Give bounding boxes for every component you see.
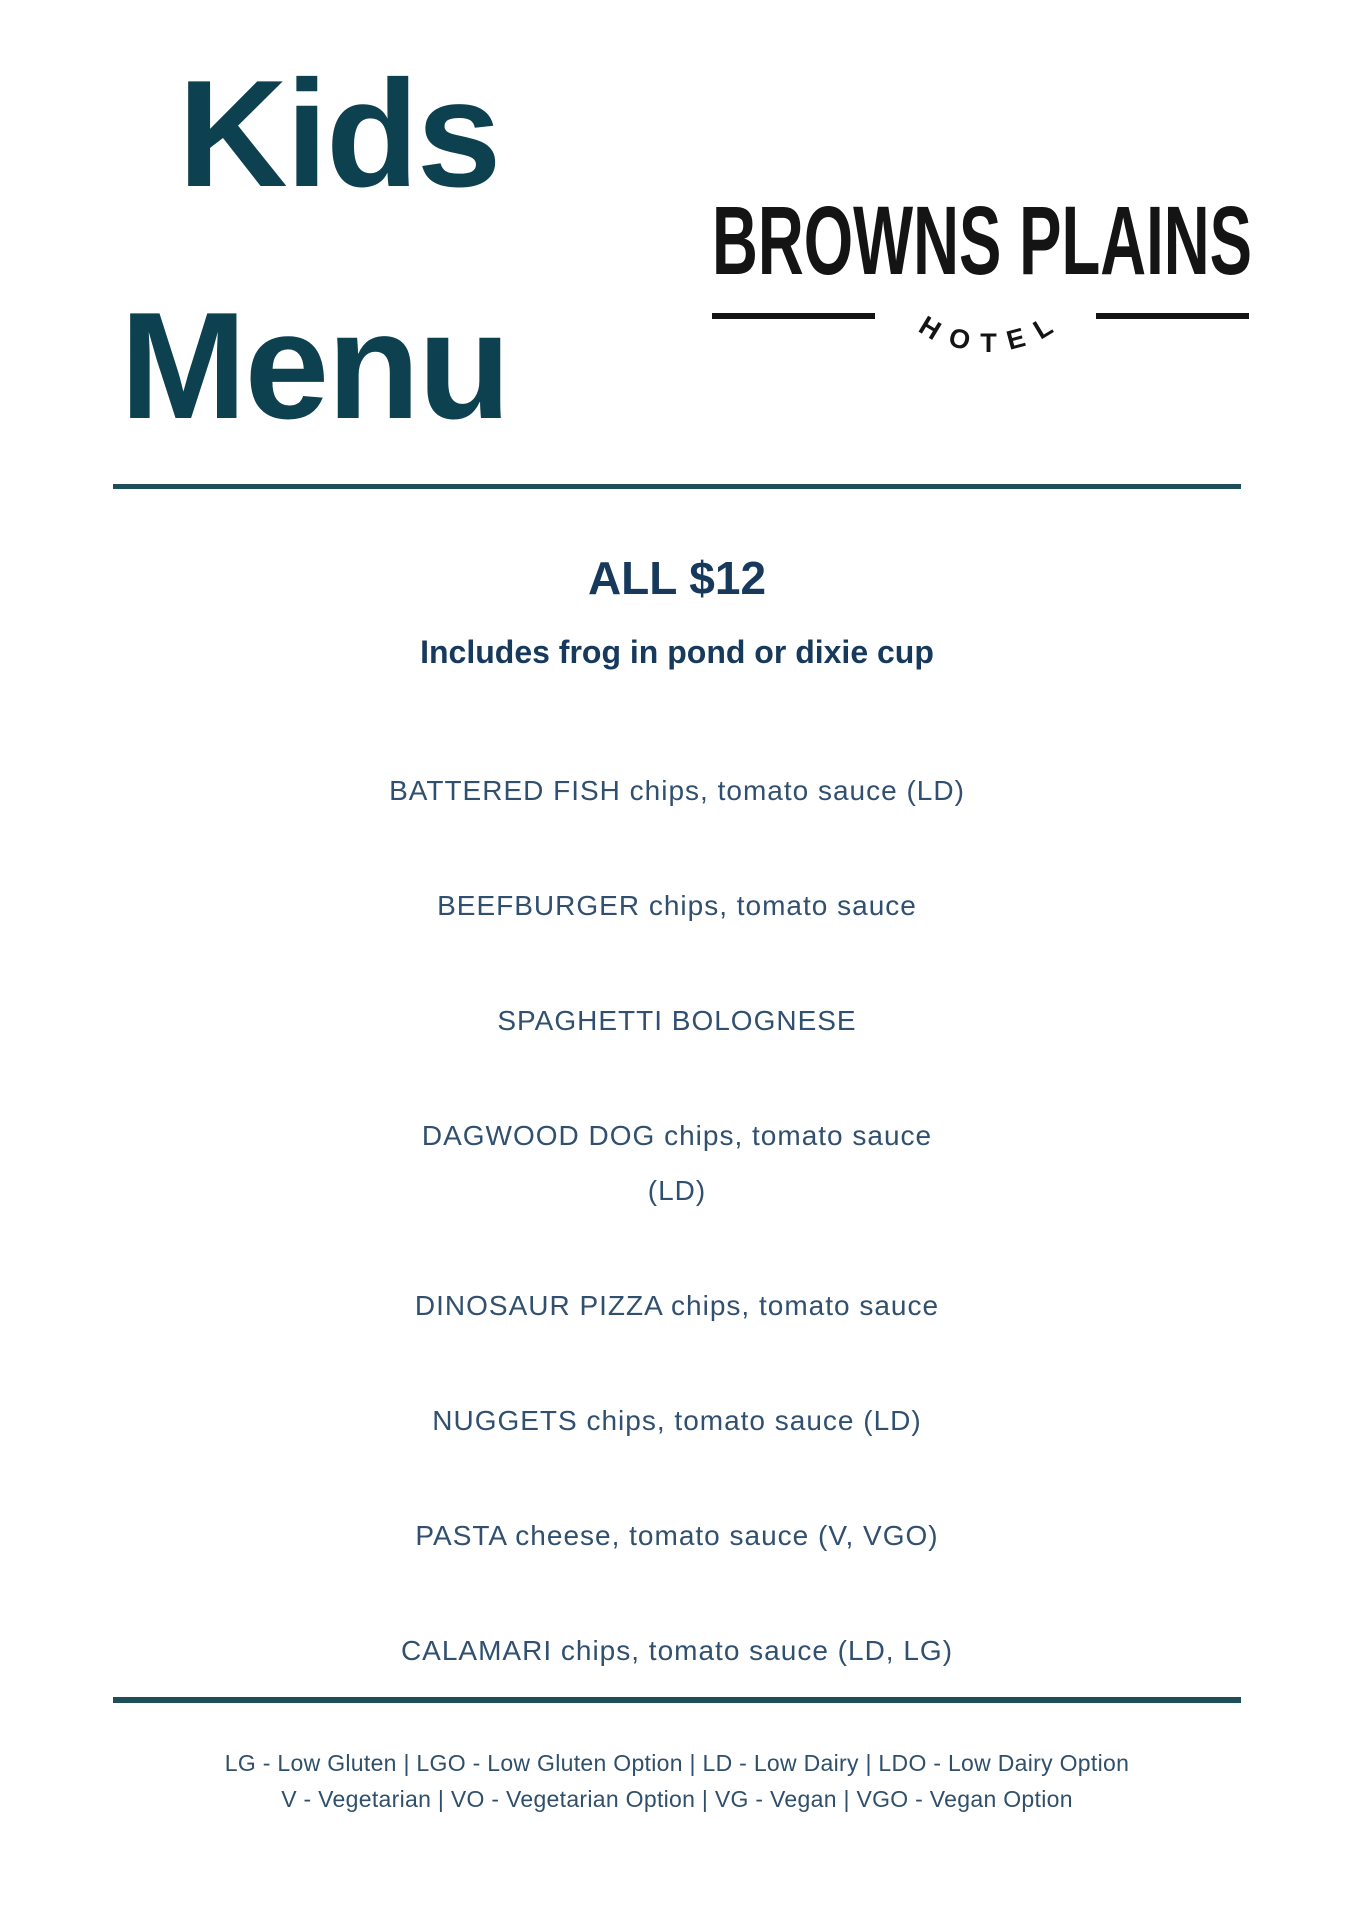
menu-item-beefburger: BEEFBURGER chips, tomato sauce	[437, 890, 917, 921]
top-divider	[113, 484, 1241, 489]
menu-item-calamari: CALAMARI chips, tomato sauce (LD, LG)	[400, 1635, 954, 1666]
menu-item-pasta: PASTA cheese, tomato sauce (V, VGO)	[415, 1520, 939, 1551]
logo-subtitle-row	[712, 303, 1249, 358]
logo-name: BROWNS PLAINS	[712, 186, 1253, 295]
includes-subtitle: Includes frog in pond or dixie cup	[420, 634, 934, 670]
browns-plains-hotel-logo	[712, 186, 1253, 358]
menu-item-dagwood-dog	[0, 1108, 1354, 1218]
page-title-menu: Menu	[120, 281, 509, 451]
menu-item-spaghetti: SPAGHETTI BOLOGNESE	[497, 1005, 857, 1036]
menu-items-list	[0, 763, 1354, 1738]
logo-rule-right	[1096, 313, 1249, 319]
logo-hotel-arc-text	[913, 303, 1058, 358]
dietary-legend-line1: LG - Low Gluten | LGO - Low Gluten Option | LD - Low Dairy | LDO - Low Dairy Option	[224, 1750, 1130, 1776]
page-title-kids: Kids	[178, 49, 500, 219]
dietary-legend-line2: V - Vegetarian | VO - Vegetarian Option | VG - Vegan | VGO - Vegan Option	[281, 1786, 1073, 1812]
menu-item-text: DAGWOOD DOG chips, tomato sauce	[421, 1120, 933, 1151]
bottom-divider	[113, 1697, 1241, 1703]
dietary-legend	[0, 1745, 1354, 1817]
logo-arc-letter: O	[945, 321, 974, 357]
menu-item-dietary-tag: (LD)	[647, 1175, 707, 1206]
logo-arc-letter: H	[913, 310, 946, 346]
price-header: ALL $12	[587, 552, 767, 604]
menu-item-dinosaur-pizza: DINOSAUR PIZZA chips, tomato sauce	[414, 1290, 940, 1321]
logo-rule-left	[712, 313, 875, 319]
logo-arc-letter: L	[1027, 310, 1058, 346]
logo-arc-letter: T	[980, 328, 997, 358]
menu-item-nuggets: NUGGETS chips, tomato sauce (LD)	[432, 1405, 922, 1436]
logo-arc-letter: E	[1003, 322, 1029, 356]
menu-item-battered-fish: BATTERED FISH chips, tomato sauce (LD)	[389, 775, 965, 806]
